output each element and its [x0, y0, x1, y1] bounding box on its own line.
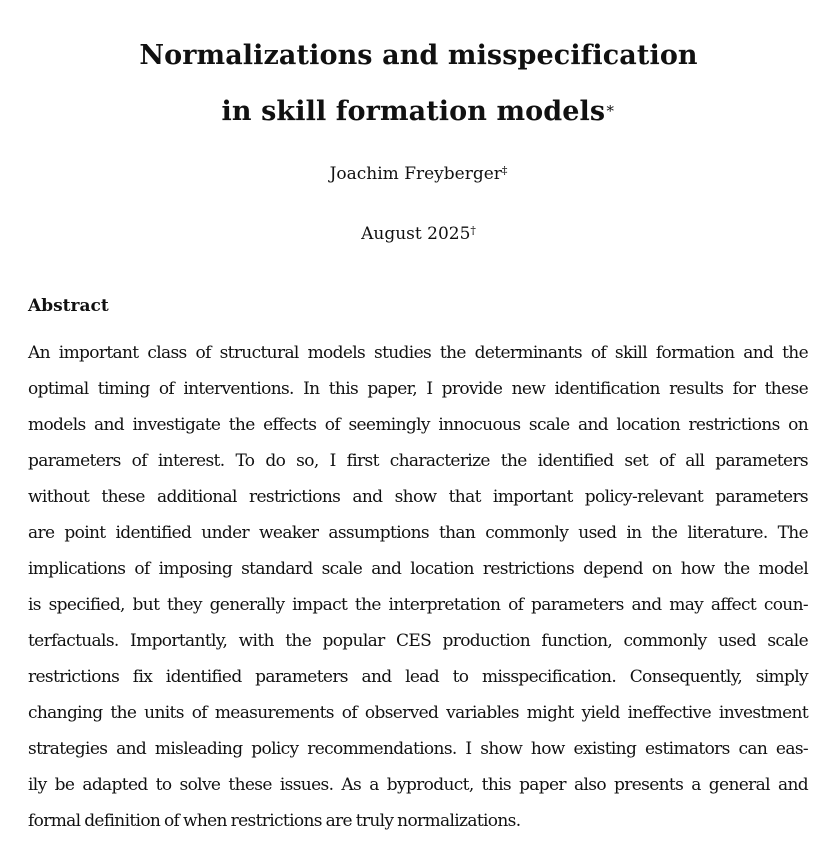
abstract-line: formal definition of when restrictions are truly normalizations. [28, 811, 521, 831]
abstract-line: restrictions fix identified parameters and lead to misspecification. Consequently, simply [28, 667, 808, 687]
title-text-1: Normalizations and misspecification [139, 40, 698, 71]
author-footnote-mark: ‡ [501, 164, 508, 177]
abstract-line: terfactuals. Importantly, with the popular CES production function, commonly used scale [28, 631, 808, 651]
abstract-line: changing the units of measurements of observed variables might yield ineffective investment [28, 703, 808, 723]
abstract-line: An important class of structural models studies the determinants of skill formation and the [28, 343, 808, 363]
abstract-line: parameters of interest. To do so, I first characterize the identified set of all parameters [28, 451, 808, 471]
abstract-body [28, 341, 808, 845]
abstract-line: is specified, but they generally impact the interpretation of parameters and may affect coun- [28, 595, 808, 615]
title-text-2: in skill formation models [221, 96, 606, 127]
paper-title-line-2 [0, 95, 837, 129]
author-name: Joachim Freyberger [329, 164, 502, 184]
abstract-line: optimal timing of interventions. In this paper, I provide new identification results for these [28, 379, 808, 399]
title-footnote-mark: ∗ [605, 99, 616, 117]
abstract-line: are point identified under weaker assumptions than commonly used in the literature. The [28, 523, 808, 543]
abstract-line: strategies and misleading policy recommendations. I show how existing estimators can eas- [28, 739, 808, 759]
paper-title-line-1 [0, 39, 837, 73]
date-footnote-mark: † [470, 224, 476, 237]
abstract-heading: Abstract [28, 296, 109, 316]
paper-date: August 2025 [361, 224, 471, 244]
abstract-line: implications of imposing standard scale and location restrictions depend on how the model [28, 559, 808, 579]
author-line [0, 162, 837, 186]
date-line [0, 222, 837, 246]
abstract-line: without these additional restrictions and show that important policy-relevant parameters [28, 487, 808, 507]
abstract-line: ily be adapted to solve these issues. As a byproduct, this paper also presents a general and [28, 775, 808, 795]
abstract-line: models and investigate the effects of seemingly innocuous scale and location restrictions on [28, 415, 808, 435]
